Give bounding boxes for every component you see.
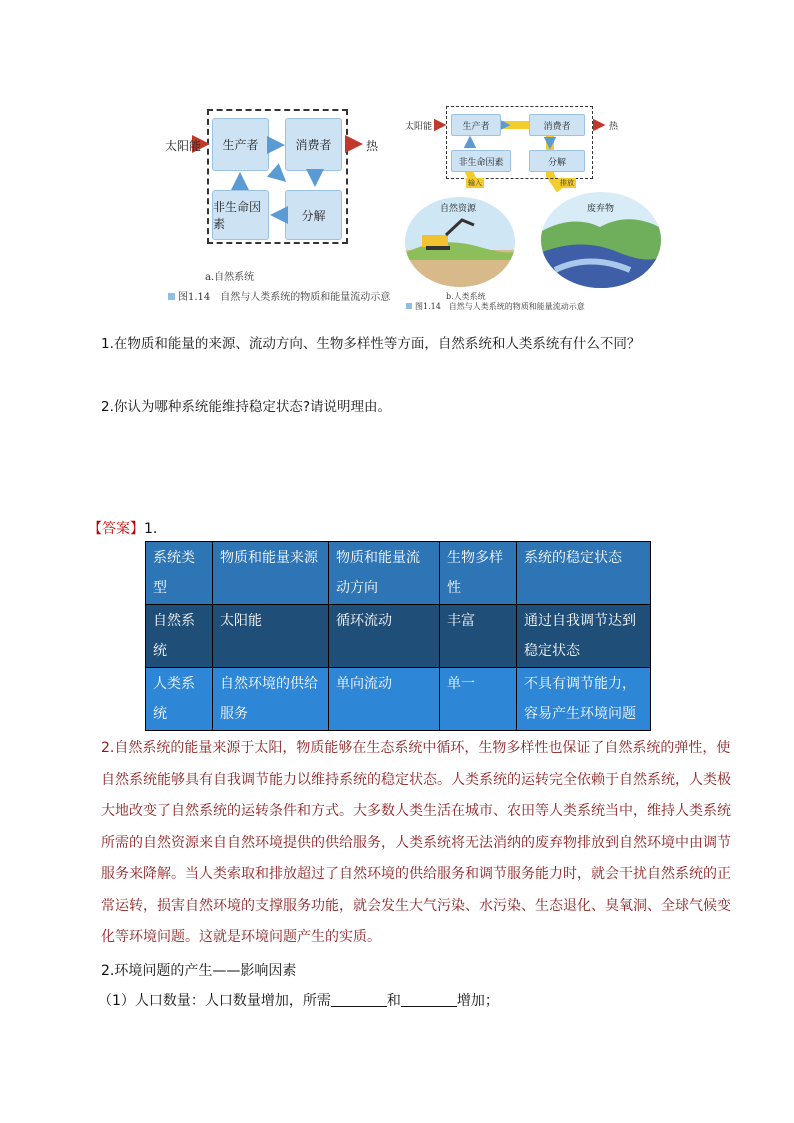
answer-table — [145, 541, 651, 731]
figure-a-arrows — [160, 100, 390, 260]
table-row — [146, 605, 651, 668]
answer-number: 1. — [144, 521, 158, 537]
answer-heading — [88, 518, 157, 538]
figure-a-decomposer-label: 分解 — [301, 208, 326, 223]
figure-b-decomposer-box: 分解 — [529, 150, 585, 172]
table-cell: 自然系统 — [146, 605, 213, 668]
figure-b-input-label: 太阳能 — [405, 122, 433, 132]
figure-b-caption: 图1.14 自然与人类系统的物质和能量流动示意 — [406, 301, 585, 312]
table-header-row — [146, 542, 651, 605]
table-header-cell: 生物多样性 — [440, 542, 517, 605]
question-2: 2.你认为哪种系统能维持稳定状态?请说明理由。 — [101, 399, 392, 415]
figure-a-subcaption: a.自然系统 — [205, 272, 255, 283]
fill-blank[interactable] — [401, 994, 457, 1007]
excavator-icon — [422, 235, 448, 247]
figure-b-waste-label: 废弃物 — [587, 204, 615, 214]
table-row — [146, 668, 651, 731]
figure-b-output-tag: 排放 — [560, 179, 574, 187]
table-cell: 循环流动 — [329, 605, 440, 668]
table-header-cell: 物质和能量流动方向 — [329, 542, 440, 605]
table-cell: 单向流动 — [329, 668, 440, 731]
table-header-cell: 系统的稳定状态 — [517, 542, 651, 605]
table-cell: 单一 — [440, 668, 517, 731]
table-cell: 人类系统 — [146, 668, 213, 731]
answer-label: 【答案】 — [88, 521, 144, 537]
figure-b-input-tag: 输入 — [468, 179, 482, 187]
table-header-cell: 物质和能量来源 — [213, 542, 329, 605]
question-1: 1.在物质和能量的来源、流动方向、生物多样性等方面，自然系统和人类系统有什么不同？ — [101, 336, 641, 352]
table-cell: 太阳能 — [213, 605, 329, 668]
figure-a-consumer-label: 消费者 — [295, 138, 332, 152]
table-cell: 通过自我调节达到稳定状态 — [517, 605, 651, 668]
figure-b-abiotic-box: 非生命因素 — [451, 150, 511, 172]
figure-b-consumer-box: 消费者 — [529, 114, 585, 136]
figure-b-resource-label: 自然资源 — [440, 204, 477, 214]
figure-a-output-label: 热 — [366, 139, 379, 153]
section-item-1: （1）人口数量：人口数量增加，所需 和 增加； — [98, 993, 499, 1009]
figure-a-caption: 图1.14 自然与人类系统的物质和能量流动示意 — [168, 288, 390, 303]
figure-a-arrow-diagonal — [275, 172, 284, 180]
table-cell: 丰富 — [440, 605, 517, 668]
fill-blank[interactable] — [331, 994, 387, 1007]
answer-paragraph: 2.自然系统的能量来源于太阳，物质能够在生态系统中循环，生物多样性也保证了自然系统的弹性，使自然系统能够具有自我调节能力以维持系统的稳定状态。人类系统的运转完全依赖于自然系统，人类极大地改变了自然系统的运转条件和方式。大多数人类生活在城市、农田等人类系统当中，维持人类系统所需的自然资源来自自然环境提供的供给服务，人类系统将无法消纳的废弃物排放到自然环境中由调节服务来降解。当人类索取和排放超过了自然环境的供给服务和调节服务能力时，就会干扰自然系统的正常运转，损害自然环境的支撑服务功能，就会发生大气污染、水污染、生态退化、臭氧洞、全球气候变化等环境问题。这就是环境问题产生的实质。 — [101, 740, 731, 945]
table-header-cell: 系统类型 — [146, 542, 213, 605]
figure-b-output-label: 热 — [609, 122, 619, 132]
section-title: 2.环境问题的产生——影响因素 — [101, 963, 297, 979]
figure-a-producer-label: 生产者 — [222, 138, 259, 152]
figure-b-producer-box: 生产者 — [451, 114, 501, 136]
caption-marker — [168, 293, 175, 300]
figure-b-subcaption: b.人类系统 — [446, 292, 486, 301]
figure-a-abiotic-label: 非生命因素 — [213, 200, 262, 231]
table-cell: 不具有调节能力，容易产生环境问题 — [517, 668, 651, 731]
figure-a-input-label: 太阳能 — [165, 139, 202, 153]
table-cell: 自然环境的供给服务 — [213, 668, 329, 731]
